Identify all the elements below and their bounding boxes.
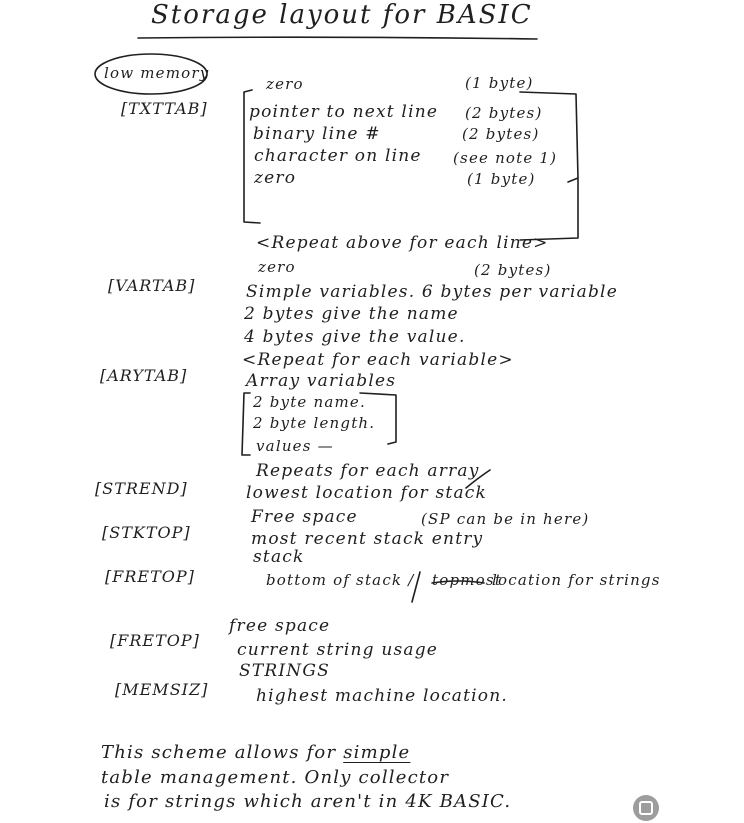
- zero-3-size: (2 bytes): [474, 261, 552, 279]
- free-space-1-note: (SP can be in here): [421, 510, 590, 528]
- give-name-text: 2 bytes give the name: [244, 304, 459, 324]
- lowest-location-text: lowest location for stack: [246, 483, 487, 503]
- array-vars-text: Array variables: [246, 371, 397, 391]
- highest-location-text: highest machine location.: [256, 686, 508, 706]
- repeat-line-text: <Repeat above for each line>: [256, 233, 549, 253]
- zero-1-text: zero: [266, 75, 304, 93]
- txttab-label: [TXTTAB]: [121, 99, 208, 118]
- give-value-text: 4 bytes give the value.: [244, 327, 466, 347]
- pointer-text: pointer to next line: [249, 102, 439, 122]
- current-usage-text: current string usage: [237, 640, 439, 660]
- bottom-stack-text: bottom of stack /: [266, 571, 415, 589]
- zero-2-size: (1 byte): [467, 170, 536, 188]
- array-values-text: values —: [256, 437, 334, 455]
- fretop-label-1: [FRETOP]: [105, 567, 195, 586]
- footer-line-3: is for strings which aren't in 4K BASIC.: [104, 791, 512, 812]
- arytab-label: [ARYTAB]: [100, 366, 188, 385]
- free-space-1-text: Free space: [251, 507, 358, 527]
- stktop-label: [STKTOP]: [102, 523, 191, 542]
- zero-3-text: zero: [258, 258, 296, 276]
- footer-line-1-simple: simple: [343, 742, 411, 763]
- array-box: [242, 393, 250, 455]
- vartab-label: [VARTAB]: [108, 276, 196, 295]
- zero-2-text: zero: [254, 168, 297, 188]
- footer-line-2: table management. Only collector: [101, 767, 450, 788]
- copy-button[interactable]: [633, 795, 659, 821]
- binary-text: binary line #: [253, 124, 381, 144]
- pointer-size: (2 bytes): [465, 104, 543, 122]
- binary-size: (2 bytes): [462, 125, 540, 143]
- chars-text: character on line: [254, 146, 422, 166]
- free-space-2-text: free space: [229, 616, 331, 636]
- footer-line-1-a: This scheme allows for: [101, 742, 337, 763]
- chars-note: (see note 1): [453, 149, 558, 167]
- copy-icon: [639, 801, 653, 815]
- array-name-text: 2 byte name.: [253, 393, 366, 411]
- repeat-array-text: Repeats for each array: [256, 461, 480, 481]
- strings-text: STRINGS: [239, 661, 331, 681]
- strings-location-text: location for strings: [492, 571, 661, 589]
- title-underline: [138, 37, 537, 39]
- footer-line-1: [101, 744, 410, 762]
- recent-stack-text: most recent stack entry: [251, 529, 484, 549]
- topmost-text: topmost: [432, 571, 503, 589]
- fretop-label-2: [FRETOP]: [110, 631, 200, 650]
- simple-vars-text: Simple variables. 6 bytes per variable: [246, 282, 618, 302]
- memsiz-label: [MEMSIZ]: [115, 680, 209, 699]
- repeat-var-text: <Repeat for each variable>: [242, 350, 514, 370]
- page-title: Storage layout for BASIC: [151, 0, 533, 30]
- strend-label: [STREND]: [95, 479, 188, 498]
- array-length-text: 2 byte length.: [253, 414, 376, 432]
- stack-text: stack: [253, 547, 305, 567]
- low-memory-label: low memory: [104, 64, 210, 82]
- zero-1-size: (1 byte): [465, 74, 534, 92]
